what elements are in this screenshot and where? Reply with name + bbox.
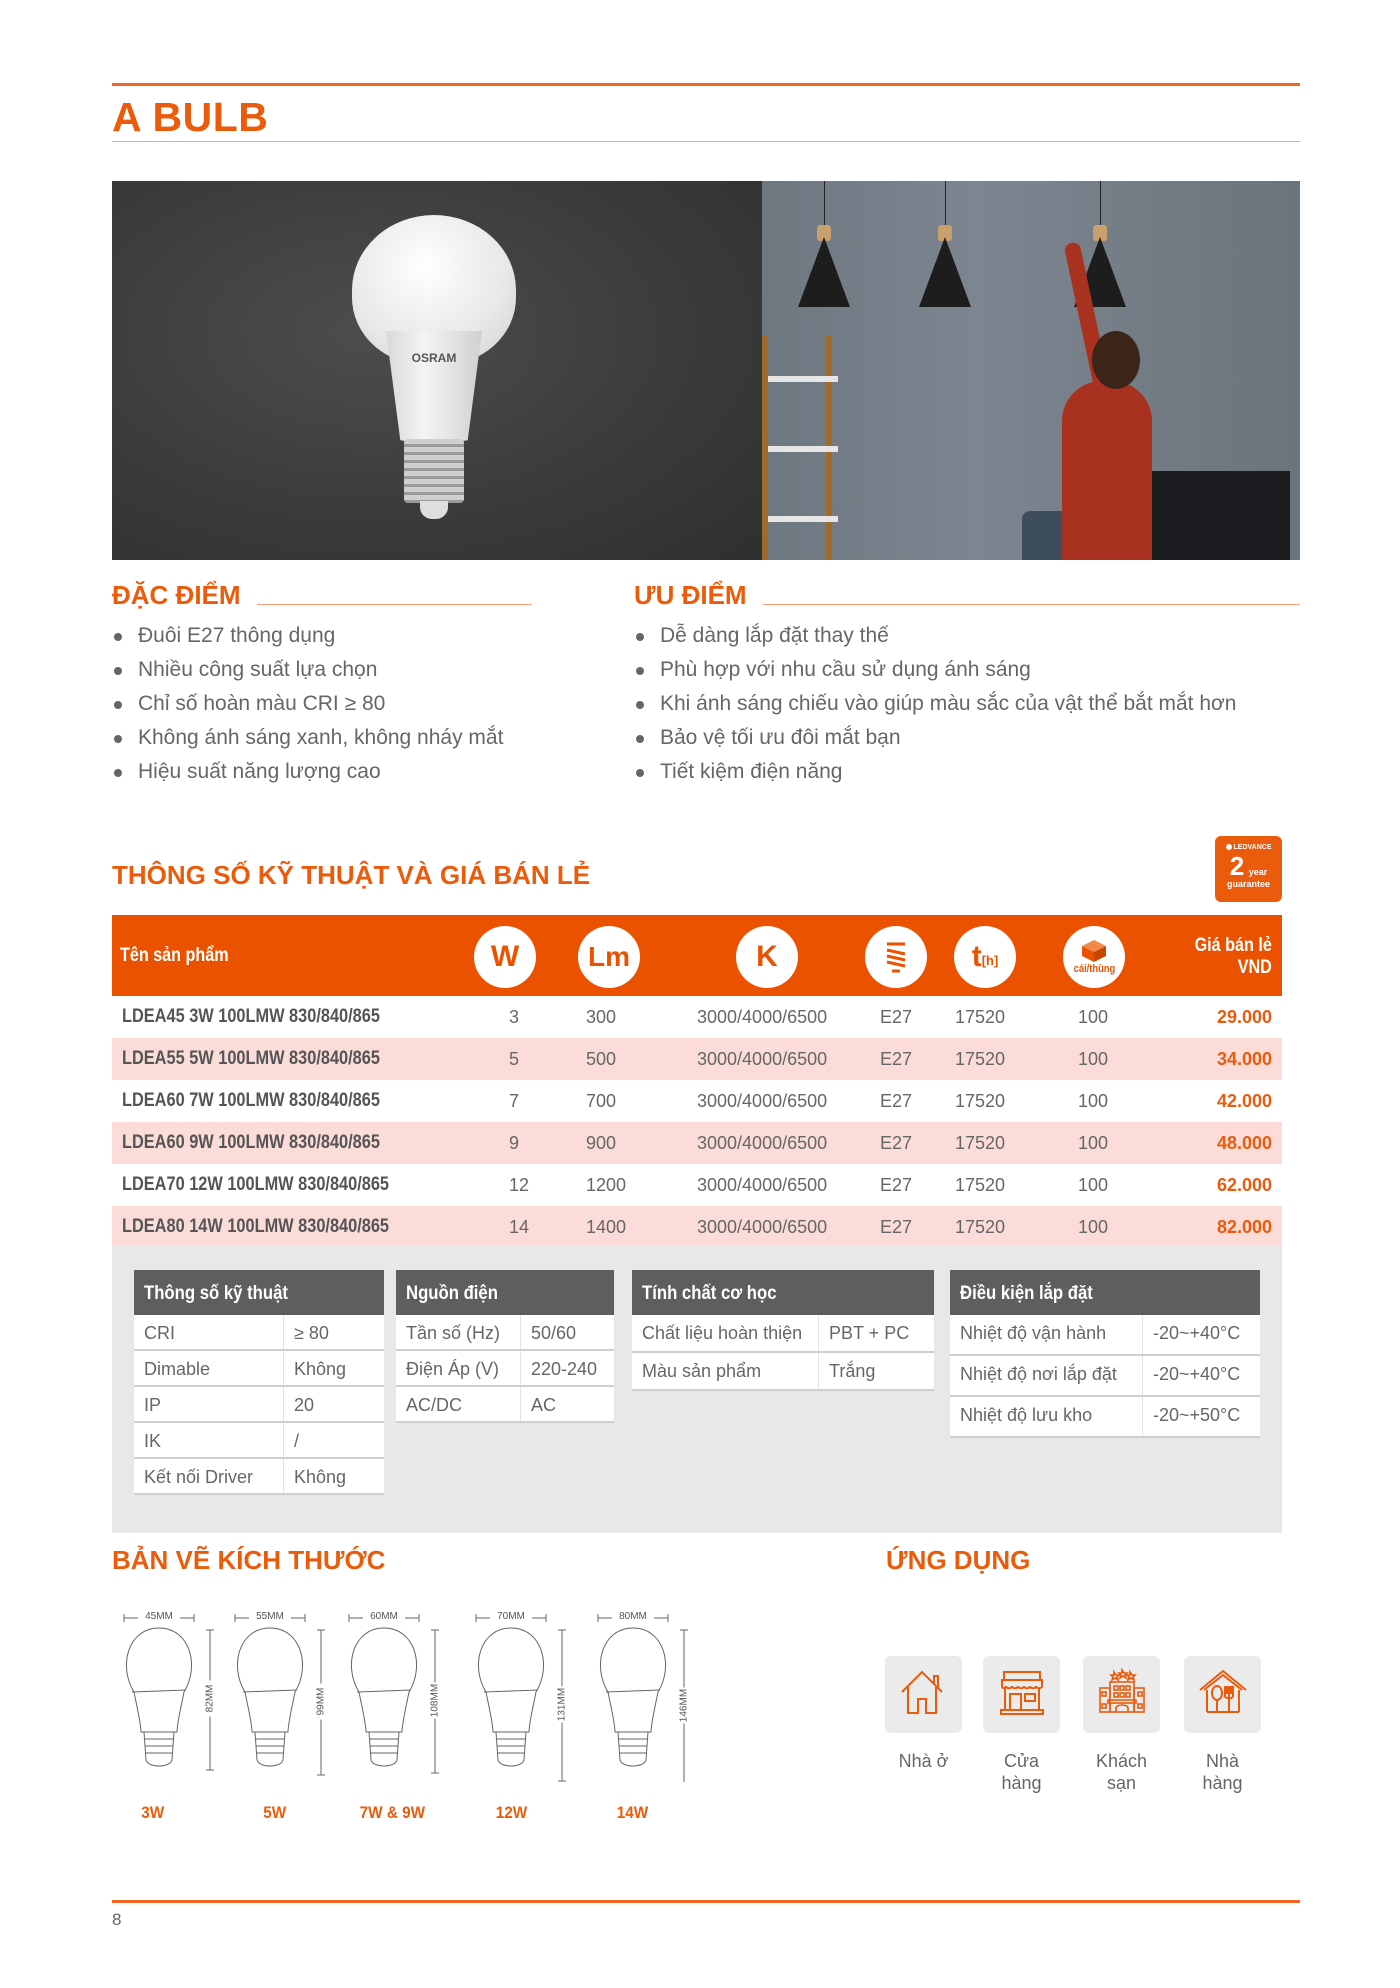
cell-watt: 3: [509, 1007, 520, 1027]
spec-label: CRI: [134, 1315, 284, 1349]
spec-value: Không: [294, 1467, 347, 1487]
cell-watt: 7: [509, 1091, 520, 1111]
cell-watt: 12: [509, 1175, 530, 1195]
product-table: [112, 915, 1282, 1248]
spec-row: [632, 1353, 934, 1391]
features-list: [112, 619, 532, 789]
width-dimension: 80MM: [612, 1611, 654, 1622]
cell-kelvin: 3000/4000/6500: [697, 1175, 828, 1195]
col-lumen: [578, 926, 640, 988]
cell-price: 48.000: [1216, 1133, 1272, 1153]
spec-value: AC: [531, 1395, 557, 1415]
spec-row: [950, 1356, 1260, 1397]
spec-table-mechanical: [632, 1270, 934, 1391]
spec-label: Nhiệt độ vận hành: [950, 1315, 1143, 1354]
cell-lifetime: 17520: [955, 1133, 1006, 1153]
application-label-line2: sạn: [1106, 1773, 1137, 1793]
heading-rule: [763, 604, 1300, 605]
table-row: [112, 1038, 1282, 1080]
spec-row: [950, 1397, 1260, 1438]
application-label: [983, 1750, 1060, 1794]
table-row: [112, 1164, 1282, 1206]
spec-table-title: [632, 1270, 934, 1315]
wattage-label: 14W: [616, 1803, 649, 1822]
cell-pack: 100: [1078, 1175, 1109, 1195]
spec-label: IP: [134, 1387, 284, 1421]
spec-label: IK: [134, 1423, 284, 1457]
pack-label: cái/thùng: [1073, 963, 1115, 975]
bulb-neck: [386, 331, 482, 441]
product-name: LDEA60 9W 100LMW 830/840/865: [122, 1132, 380, 1153]
width-dimension: 70MM: [490, 1611, 532, 1622]
spec-table-title: [396, 1270, 614, 1315]
table-header: [112, 915, 1282, 996]
application-label-line2: hàng: [1001, 1773, 1042, 1793]
spec-row: [134, 1423, 384, 1459]
shelf-board: [768, 516, 838, 522]
product-name: LDEA55 5W 100LMW 830/840/865: [122, 1048, 380, 1069]
table-row: [112, 996, 1282, 1038]
spec-value: 20: [294, 1395, 315, 1415]
cell-lumen: 900: [586, 1133, 617, 1153]
width-dimension: 55MM: [249, 1611, 291, 1622]
footer-rule: [112, 1900, 1300, 1903]
width-dimension: 45MM: [138, 1611, 180, 1622]
lamp-base-icon: [885, 941, 907, 973]
cell-lifetime: 17520: [955, 1175, 1006, 1195]
spec-label: Kết nối Driver: [134, 1459, 284, 1493]
cell-base: E27: [880, 1091, 913, 1111]
wattage-label: 5W: [263, 1803, 287, 1822]
list-item: Bảo vệ tối ưu đôi mắt bạn: [634, 721, 1300, 755]
list-item: Không ánh sáng xanh, không nháy mắt: [112, 721, 532, 755]
spec-label: Dimable: [134, 1351, 284, 1385]
spec-row: [396, 1351, 614, 1387]
specs-heading: THÔNG SỐ KỸ THUẬT VÀ GIÁ BÁN LẺ: [112, 860, 591, 890]
spec-label: Nhiệt độ nơi lắp đặt: [950, 1356, 1143, 1395]
cell-base: E27: [880, 1049, 913, 1069]
list-item: Chỉ số hoàn màu CRI ≥ 80: [112, 687, 532, 721]
width-dimension: 60MM: [363, 1611, 405, 1622]
col-base: [865, 926, 927, 988]
spec-value: Không: [294, 1359, 347, 1379]
cell-pack: 100: [1078, 1007, 1109, 1027]
cell-price: 42.000: [1216, 1091, 1272, 1111]
lifetime-unit: [h]: [981, 952, 999, 968]
dimension-bulb: [233, 1612, 343, 1787]
list-item: Tiết kiệm điện năng: [634, 755, 1300, 789]
list-item: Đuôi E27 thông dụng: [112, 619, 532, 653]
spec-value: PBT + PC: [829, 1323, 910, 1343]
application-label-line1: Nhà: [1205, 1751, 1240, 1771]
col-name: Tên sản phẩm: [120, 945, 229, 966]
person-body: [1062, 381, 1152, 560]
spec-label: AC/DC: [396, 1387, 521, 1421]
spec-value: Trắng: [829, 1361, 876, 1381]
spec-table-title-text: Tính chất cơ học: [642, 1283, 777, 1304]
hotel-icon: [1096, 1666, 1148, 1723]
shelf-board: [768, 376, 838, 382]
kelvin-icon: K: [756, 940, 778, 973]
person-head: [1092, 331, 1140, 389]
list-item: Khi ánh sáng chiếu vào giúp màu sắc của vật thể bắt mắt hơn: [634, 687, 1300, 721]
bulb-outline-icon: [596, 1612, 706, 1782]
product-photo: [112, 181, 762, 560]
table-row: [112, 1080, 1282, 1122]
spec-value: ≥ 80: [294, 1323, 329, 1343]
product-name: LDEA70 12W 100LMW 830/840/865: [122, 1174, 390, 1195]
spec-value: 50/60: [531, 1323, 577, 1343]
list-item: Dễ dàng lắp đặt thay thế: [634, 619, 1300, 653]
spec-row: [396, 1387, 614, 1423]
dimensions-heading: BẢN VẼ KÍCH THƯỚC: [112, 1545, 386, 1575]
spec-value: -20~+50°C: [1153, 1405, 1241, 1425]
spec-row: [632, 1315, 934, 1353]
guarantee-badge: [1215, 836, 1282, 902]
cell-pack: 100: [1078, 1091, 1109, 1111]
advantages-list: [634, 619, 1300, 789]
height-dimension: 82MM: [205, 1681, 216, 1717]
application-label: [1184, 1750, 1261, 1794]
cell-watt: 5: [509, 1049, 520, 1069]
box-icon: [1081, 939, 1107, 963]
cell-base: E27: [880, 1007, 913, 1027]
bulb-brand-logo: OSRAM: [411, 351, 457, 365]
cell-price: 34.000: [1216, 1049, 1272, 1069]
wattage-label: 3W: [141, 1803, 165, 1822]
cell-lifetime: 17520: [955, 1049, 1006, 1069]
application-hotel: [1083, 1656, 1160, 1733]
currency-label: VND: [1237, 957, 1272, 978]
height-dimension: 99MM: [316, 1683, 327, 1719]
bulb-outline-icon: [122, 1612, 232, 1782]
watt-icon: W: [490, 940, 520, 973]
col-kelvin: [736, 926, 798, 988]
cell-lumen: 500: [586, 1049, 617, 1069]
spec-value: -20~+40°C: [1153, 1323, 1241, 1343]
col-lifetime: [954, 926, 1016, 988]
cell-kelvin: 3000/4000/6500: [697, 1217, 828, 1237]
pendant-lamp: [798, 237, 850, 307]
product-name: LDEA80 14W 100LMW 830/840/865: [122, 1216, 390, 1237]
cell-kelvin: 3000/4000/6500: [697, 1091, 828, 1111]
pendant-lamp: [919, 237, 971, 307]
application-label-line1: Cửa: [1003, 1751, 1040, 1771]
height-dimension: 131MM: [556, 1687, 568, 1721]
bulb-tip: [420, 501, 448, 519]
cell-lumen: 300: [586, 1007, 617, 1027]
product-name: LDEA45 3W 100LMW 830/840/865: [122, 1006, 380, 1027]
spec-row: [950, 1315, 1260, 1356]
advantages-section: [634, 580, 1300, 789]
house-icon: [898, 1666, 950, 1723]
spec-table-technical: [134, 1270, 384, 1495]
spec-table-power: [396, 1270, 614, 1423]
ledvance-logo: LEDVANCE: [1215, 844, 1282, 851]
col-pack: [1063, 926, 1125, 988]
guarantee-unit: year: [1248, 867, 1268, 877]
dimension-bulb: [347, 1612, 457, 1787]
spec-panel: [112, 1246, 1282, 1533]
heading-rule: [257, 604, 532, 605]
spec-table-title-text: Thông số kỹ thuật: [144, 1283, 288, 1304]
lamp-cord: [1100, 181, 1101, 227]
cell-watt: 9: [509, 1133, 520, 1153]
cell-kelvin: 3000/4000/6500: [697, 1049, 828, 1069]
store-icon: [996, 1666, 1048, 1723]
list-item: Nhiều công suất lựa chọn: [112, 653, 532, 687]
cell-lumen: 1200: [586, 1175, 627, 1195]
page-title: A BULB: [112, 94, 269, 140]
features-section: [112, 580, 532, 789]
cell-base: E27: [880, 1133, 913, 1153]
cell-kelvin: 3000/4000/6500: [697, 1133, 828, 1153]
shelf-board: [768, 446, 838, 452]
lumen-icon: Lm: [588, 941, 630, 972]
height-dimension: 146MM: [678, 1688, 690, 1723]
height-dimension: 108MM: [429, 1683, 441, 1717]
bulb-outline-icon: [233, 1612, 343, 1782]
spec-row: [134, 1315, 384, 1351]
cell-lifetime: 17520: [955, 1007, 1006, 1027]
application-label-line2: hàng: [1202, 1773, 1243, 1793]
spec-label: Nhiệt độ lưu kho: [950, 1397, 1143, 1436]
cell-price: 82.000: [1216, 1217, 1272, 1237]
spec-table-title: [134, 1270, 384, 1315]
guarantee-years: 2: [1229, 851, 1245, 881]
spec-value: -20~+40°C: [1153, 1364, 1241, 1384]
restaurant-icon: [1197, 1666, 1249, 1723]
hero-images: [112, 181, 1300, 560]
dimension-bulb: [596, 1612, 706, 1787]
list-item: Hiệu suất năng lượng cao: [112, 755, 532, 789]
shelf: [762, 336, 832, 560]
application-label: [1083, 1750, 1160, 1794]
cell-base: E27: [880, 1175, 913, 1195]
application-label-line1: Nhà ở: [898, 1751, 949, 1771]
spec-label: Tần số (Hz): [396, 1315, 521, 1349]
lamp-cord: [945, 181, 946, 227]
table-body: [112, 996, 1282, 1248]
dimension-bulb: [122, 1612, 232, 1787]
application-label: [885, 1750, 962, 1772]
wattage-label: 12W: [495, 1803, 528, 1822]
spec-value: 220-240: [531, 1359, 598, 1379]
spec-row: [396, 1315, 614, 1351]
spec-row: [134, 1459, 384, 1495]
dimension-bulb: [474, 1612, 584, 1787]
table-row: [112, 1122, 1282, 1164]
cell-lumen: 700: [586, 1091, 617, 1111]
spec-table-title: [950, 1270, 1260, 1315]
col-price: [1195, 935, 1272, 979]
spec-label: Màu sản phẩm: [632, 1353, 819, 1389]
spec-label: Chất liệu hoàn thiện: [632, 1315, 819, 1351]
cell-lumen: 1400: [586, 1217, 627, 1237]
cell-pack: 100: [1078, 1217, 1109, 1237]
lamp-cord: [824, 181, 825, 227]
cell-base: E27: [880, 1217, 913, 1237]
product-name: LDEA60 7W 100LMW 830/840/865: [122, 1090, 380, 1111]
cell-pack: 100: [1078, 1133, 1109, 1153]
application-home: [885, 1656, 962, 1733]
bulb-outline-icon: [347, 1612, 457, 1782]
price-label: Giá bán lẻ: [1194, 935, 1272, 956]
cell-kelvin: 3000/4000/6500: [697, 1007, 828, 1027]
list-item: Phù hợp với nhu cầu sử dụng ánh sáng: [634, 653, 1300, 687]
header-rule-bottom: [112, 141, 1300, 142]
cell-watt: 14: [509, 1217, 530, 1237]
spec-table-title-text: Nguồn điện: [406, 1283, 498, 1304]
cell-pack: 100: [1078, 1049, 1109, 1069]
spec-row: [134, 1387, 384, 1423]
advantages-heading: ƯU ĐIỂM: [634, 580, 747, 610]
table-row: [112, 1206, 1282, 1248]
applications-heading: ỨNG DỤNG: [886, 1545, 1031, 1575]
col-watt: [474, 926, 536, 988]
cell-lifetime: 17520: [955, 1217, 1006, 1237]
cell-lifetime: 17520: [955, 1091, 1006, 1111]
cell-price: 29.000: [1216, 1007, 1272, 1027]
bulb-outline-icon: [474, 1612, 584, 1782]
spec-table-title-text: Điều kiện lắp đặt: [960, 1283, 1093, 1304]
lifestyle-photo: [762, 181, 1300, 560]
page-number: 8: [112, 1910, 122, 1929]
bulb-base: [404, 439, 464, 503]
spec-table-installation: [950, 1270, 1260, 1438]
spec-label: Điện Áp (V): [396, 1351, 521, 1385]
application-label-line1: Khách: [1095, 1751, 1148, 1771]
lifetime-icon: t: [971, 940, 982, 973]
wattage-label: 7W & 9W: [359, 1803, 426, 1822]
features-heading: ĐẶC ĐIỂM: [112, 580, 241, 610]
cell-price: 62.000: [1216, 1175, 1272, 1195]
application-restaurant: [1184, 1656, 1261, 1733]
spec-value: /: [294, 1431, 300, 1451]
tv: [1140, 471, 1290, 560]
header-rule-top: [112, 83, 1300, 86]
application-store: [983, 1656, 1060, 1733]
guarantee-label: guarantee: [1226, 879, 1270, 889]
spec-row: [134, 1351, 384, 1387]
